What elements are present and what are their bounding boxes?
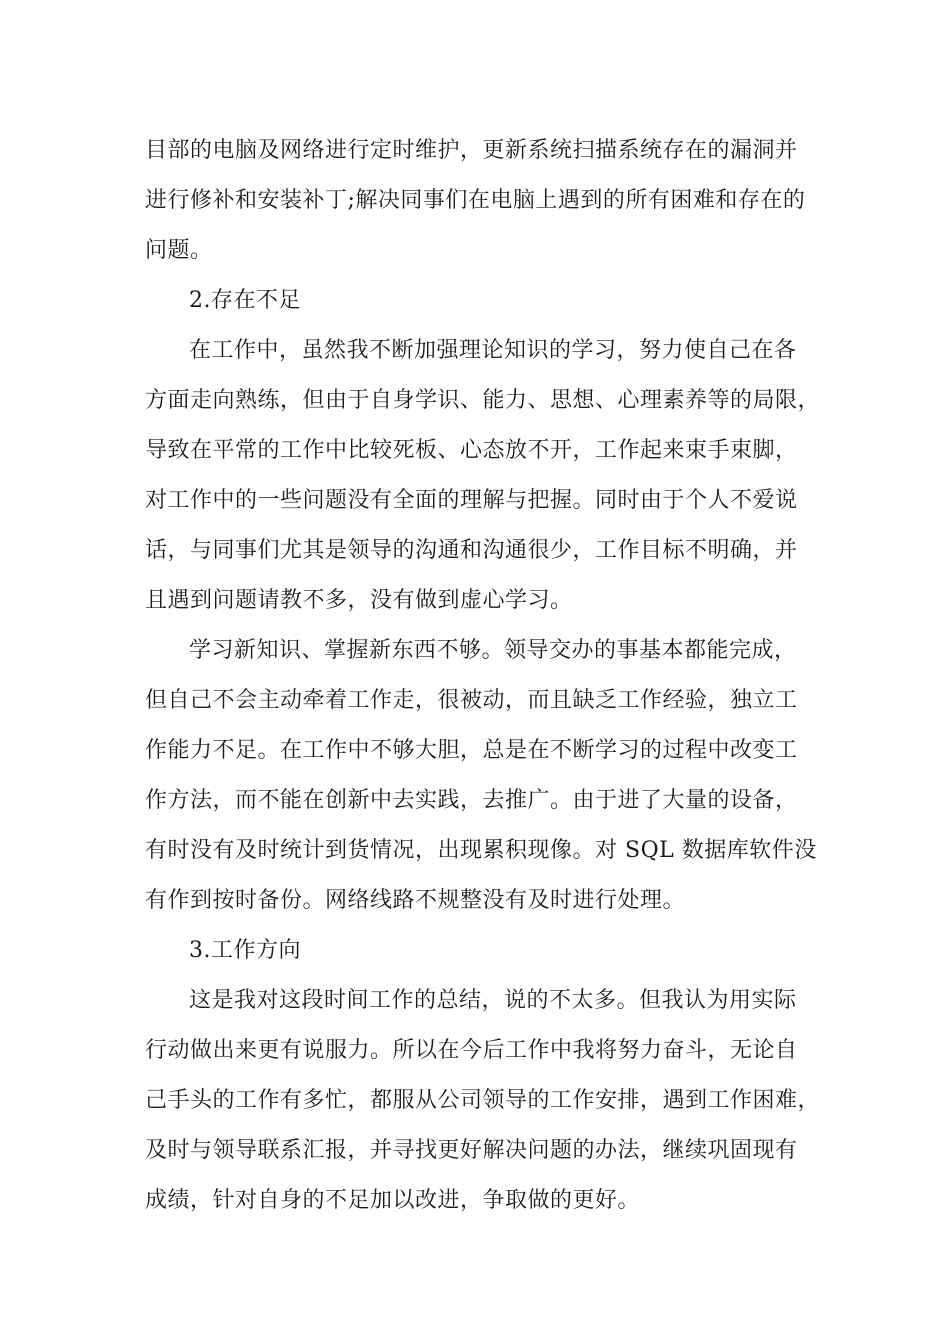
text-line: 话，与同事们尤其是领导的沟通和沟通很少，工作目标不明确，并 bbox=[145, 538, 798, 563]
text-line: 作能力不足。在工作中不够大胆，总是在不断学习的过程中改变工 bbox=[145, 738, 798, 763]
text-line: 有作到按时备份。网络线路不规整没有及时进行处理。 bbox=[145, 888, 686, 913]
paragraph bbox=[145, 326, 825, 626]
text-line: 成绩，针对自身的不足加以改进，争取做的更好。 bbox=[145, 1188, 641, 1213]
text-line: 作方法，而不能在创新中去实践，去推广。由于进了大量的设备， bbox=[145, 788, 798, 813]
paragraph bbox=[145, 926, 825, 976]
text-line: 对工作中的一些问题没有全面的理解与把握。同时由于个人不爱说 bbox=[145, 488, 798, 513]
paragraph bbox=[145, 276, 825, 326]
text-line: 有时没有及时统计到货情况，出现累积现像。对 SQL 数据库软件没 bbox=[145, 838, 817, 863]
text-line: 目部的电脑及网络进行定时维护，更新系统扫描系统存在的漏洞并 bbox=[145, 138, 798, 163]
text-line: 问题。 bbox=[145, 238, 213, 263]
text-line: 学习新知识、掌握新东西不够。领导交办的事基本都能完成， bbox=[189, 638, 797, 663]
paragraph bbox=[145, 976, 825, 1226]
text-line: 2.存在不足 bbox=[189, 288, 301, 313]
text-line: 进行修补和安装补丁;解决同事们在电脑上遇到的所有困难和存在的 bbox=[145, 188, 806, 213]
text-line: 导致在平常的工作中比较死板、心态放不开，工作起来束手束脚， bbox=[145, 438, 798, 463]
document-body bbox=[145, 126, 825, 1226]
text-line: 及时与领导联系汇报，并寻找更好解决问题的办法，继续巩固现有 bbox=[145, 1138, 798, 1163]
text-line: 3.工作方向 bbox=[189, 938, 301, 963]
text-line: 在工作中，虽然我不断加强理论知识的学习，努力使自己在各 bbox=[189, 338, 797, 363]
text-line: 这是我对这段时间工作的总结，说的不太多。但我认为用实际 bbox=[189, 988, 797, 1013]
paragraph bbox=[145, 626, 825, 926]
text-line: 但自己不会主动牵着工作走，很被动，而且缺乏工作经验，独立工 bbox=[145, 688, 798, 713]
text-line: 行动做出来更有说服力。所以在今后工作中我将努力奋斗，无论自 bbox=[145, 1038, 798, 1063]
paragraph bbox=[145, 126, 825, 276]
text-line: 且遇到问题请教不多，没有做到虚心学习。 bbox=[145, 588, 573, 613]
text-line: 己手头的工作有多忙，都服从公司领导的工作安排，遇到工作困难， bbox=[145, 1088, 821, 1113]
text-line: 方面走向熟练，但由于自身学识、能力、思想、心理素养等的局限， bbox=[145, 388, 821, 413]
